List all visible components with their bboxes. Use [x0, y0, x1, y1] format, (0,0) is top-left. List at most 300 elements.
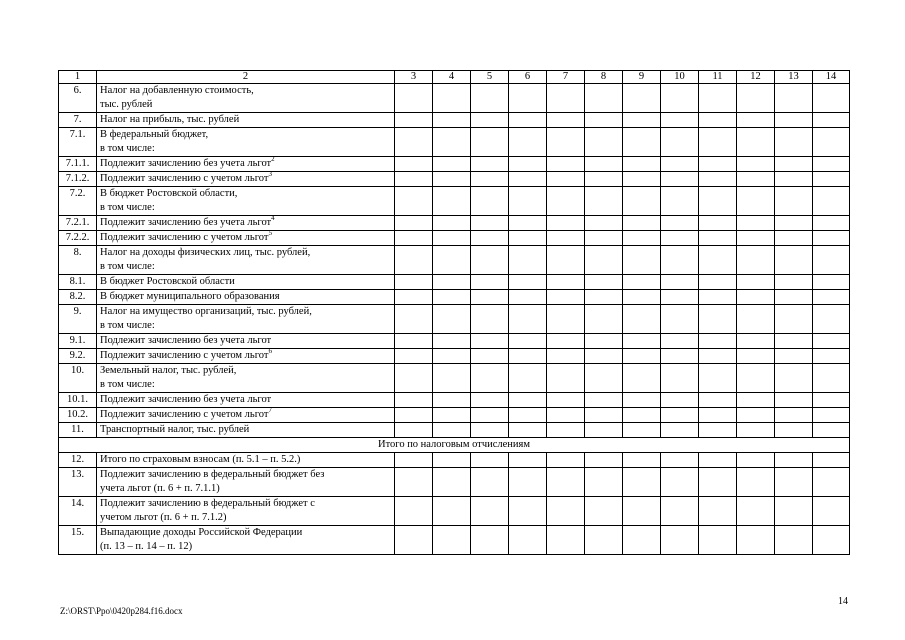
data-cell[interactable]: [395, 393, 433, 408]
data-cell[interactable]: [623, 334, 661, 349]
data-cell[interactable]: [661, 172, 699, 187]
data-cell[interactable]: [623, 497, 661, 526]
data-cell[interactable]: [547, 84, 585, 113]
data-cell[interactable]: [737, 408, 775, 423]
data-cell[interactable]: [813, 393, 850, 408]
data-cell[interactable]: [775, 157, 813, 172]
data-cell[interactable]: [585, 453, 623, 468]
data-cell[interactable]: [395, 290, 433, 305]
data-cell[interactable]: [395, 497, 433, 526]
data-cell[interactable]: [471, 334, 509, 349]
data-cell[interactable]: [813, 468, 850, 497]
data-cell[interactable]: [699, 290, 737, 305]
data-cell[interactable]: [737, 349, 775, 364]
data-cell[interactable]: [813, 290, 850, 305]
data-cell[interactable]: [509, 305, 547, 334]
data-cell[interactable]: [509, 408, 547, 423]
data-cell[interactable]: [547, 113, 585, 128]
data-cell[interactable]: [737, 275, 775, 290]
data-cell[interactable]: [775, 84, 813, 113]
data-cell[interactable]: [471, 157, 509, 172]
data-cell[interactable]: [509, 497, 547, 526]
data-cell[interactable]: [585, 246, 623, 275]
data-cell[interactable]: [699, 423, 737, 438]
row-label-text: Подлежит зачислению в федеральный бюджет с: [100, 498, 315, 509]
data-cell[interactable]: [509, 216, 547, 231]
data-cell[interactable]: [813, 216, 850, 231]
data-cell[interactable]: [395, 364, 433, 393]
data-cell[interactable]: [813, 423, 850, 438]
data-cell[interactable]: [585, 216, 623, 231]
data-cell[interactable]: [547, 364, 585, 393]
data-cell[interactable]: [699, 187, 737, 216]
data-cell[interactable]: [737, 172, 775, 187]
data-cell[interactable]: [509, 393, 547, 408]
data-cell[interactable]: [585, 157, 623, 172]
table-row: [59, 334, 850, 349]
data-cell[interactable]: [395, 305, 433, 334]
row-label-text: учета льгот (п. 6 + п. 7.1.1): [100, 483, 220, 494]
data-cell[interactable]: [775, 497, 813, 526]
data-cell[interactable]: [509, 113, 547, 128]
data-cell[interactable]: [395, 526, 433, 555]
data-cell[interactable]: [699, 526, 737, 555]
data-cell[interactable]: [775, 187, 813, 216]
row-number: 9.2.: [59, 349, 97, 364]
data-cell[interactable]: [813, 84, 850, 113]
data-cell[interactable]: [509, 187, 547, 216]
data-cell[interactable]: [699, 246, 737, 275]
row-label-line: [100, 113, 392, 127]
table-row: [59, 275, 850, 290]
data-cell[interactable]: [661, 231, 699, 246]
data-cell[interactable]: [623, 423, 661, 438]
data-cell[interactable]: [585, 408, 623, 423]
data-cell[interactable]: [395, 187, 433, 216]
data-cell[interactable]: [661, 275, 699, 290]
row-label-line: [100, 423, 392, 437]
row-label: [97, 84, 395, 113]
data-cell[interactable]: [395, 423, 433, 438]
table-row: [59, 216, 850, 231]
data-cell[interactable]: [395, 408, 433, 423]
data-cell[interactable]: [813, 349, 850, 364]
data-cell[interactable]: [471, 231, 509, 246]
row-number: 9.: [59, 305, 97, 334]
data-cell[interactable]: [433, 423, 471, 438]
data-cell[interactable]: [737, 334, 775, 349]
data-cell[interactable]: [585, 334, 623, 349]
data-cell[interactable]: [547, 157, 585, 172]
row-label-line: [100, 319, 392, 333]
data-cell[interactable]: [737, 231, 775, 246]
data-cell[interactable]: [585, 128, 623, 157]
data-cell[interactable]: [737, 128, 775, 157]
data-cell[interactable]: [585, 364, 623, 393]
data-cell[interactable]: [813, 187, 850, 216]
data-cell[interactable]: [661, 246, 699, 275]
data-cell[interactable]: [737, 157, 775, 172]
data-cell[interactable]: [623, 246, 661, 275]
data-cell[interactable]: [395, 349, 433, 364]
data-cell[interactable]: [471, 172, 509, 187]
data-cell[interactable]: [547, 305, 585, 334]
data-cell[interactable]: [547, 216, 585, 231]
data-cell[interactable]: [509, 275, 547, 290]
data-cell[interactable]: [509, 128, 547, 157]
data-cell[interactable]: [737, 393, 775, 408]
data-cell[interactable]: [699, 408, 737, 423]
data-cell[interactable]: [509, 290, 547, 305]
data-cell[interactable]: [547, 497, 585, 526]
data-cell[interactable]: [813, 453, 850, 468]
data-cell[interactable]: [471, 393, 509, 408]
data-cell[interactable]: [433, 275, 471, 290]
data-cell[interactable]: [585, 393, 623, 408]
data-cell[interactable]: [433, 187, 471, 216]
row-label: [97, 334, 395, 349]
data-cell[interactable]: [547, 231, 585, 246]
data-cell[interactable]: [661, 526, 699, 555]
data-cell[interactable]: [661, 216, 699, 231]
row-number: 12.: [59, 453, 97, 468]
data-cell[interactable]: [471, 453, 509, 468]
data-cell[interactable]: [509, 453, 547, 468]
data-cell[interactable]: [395, 84, 433, 113]
data-cell[interactable]: [509, 468, 547, 497]
data-cell[interactable]: [433, 334, 471, 349]
data-cell[interactable]: [471, 526, 509, 555]
data-cell[interactable]: [433, 84, 471, 113]
data-cell[interactable]: [433, 408, 471, 423]
data-cell[interactable]: [623, 128, 661, 157]
data-cell[interactable]: [585, 526, 623, 555]
row-label-line: [100, 157, 392, 171]
data-cell[interactable]: [813, 275, 850, 290]
column-number: 11: [699, 71, 737, 84]
data-cell[interactable]: [395, 113, 433, 128]
data-cell[interactable]: [509, 172, 547, 187]
data-cell[interactable]: [395, 334, 433, 349]
data-cell[interactable]: [395, 275, 433, 290]
data-cell[interactable]: [661, 408, 699, 423]
data-cell[interactable]: [813, 172, 850, 187]
data-cell[interactable]: [547, 128, 585, 157]
data-cell[interactable]: [585, 113, 623, 128]
data-cell[interactable]: [509, 246, 547, 275]
data-cell[interactable]: [395, 468, 433, 497]
row-label: [97, 408, 395, 423]
row-label: [97, 393, 395, 408]
data-cell[interactable]: [775, 408, 813, 423]
data-cell[interactable]: [737, 290, 775, 305]
data-cell[interactable]: [433, 157, 471, 172]
data-cell[interactable]: [699, 216, 737, 231]
data-cell[interactable]: [813, 408, 850, 423]
data-cell[interactable]: [813, 497, 850, 526]
data-cell[interactable]: [623, 172, 661, 187]
data-cell[interactable]: [661, 290, 699, 305]
data-cell[interactable]: [547, 393, 585, 408]
data-cell[interactable]: [775, 246, 813, 275]
data-cell[interactable]: [471, 275, 509, 290]
data-cell[interactable]: [471, 113, 509, 128]
data-cell[interactable]: [737, 423, 775, 438]
data-cell[interactable]: [661, 113, 699, 128]
data-cell[interactable]: [775, 128, 813, 157]
data-cell[interactable]: [509, 423, 547, 438]
data-cell[interactable]: [661, 84, 699, 113]
data-cell[interactable]: [775, 275, 813, 290]
data-cell[interactable]: [699, 468, 737, 497]
row-number: 7.1.2.: [59, 172, 97, 187]
data-cell[interactable]: [509, 84, 547, 113]
data-cell[interactable]: [585, 305, 623, 334]
data-cell[interactable]: [433, 216, 471, 231]
data-cell[interactable]: [813, 231, 850, 246]
column-number-row: [59, 71, 850, 84]
data-cell[interactable]: [433, 468, 471, 497]
data-cell[interactable]: [813, 305, 850, 334]
data-cell[interactable]: [471, 187, 509, 216]
data-cell[interactable]: [471, 468, 509, 497]
data-cell[interactable]: [395, 453, 433, 468]
row-label-text: В бюджет Ростовской области: [100, 276, 235, 287]
data-cell[interactable]: [661, 393, 699, 408]
data-cell[interactable]: [623, 408, 661, 423]
data-cell[interactable]: [471, 364, 509, 393]
data-cell[interactable]: [699, 497, 737, 526]
data-cell[interactable]: [623, 393, 661, 408]
data-cell[interactable]: [699, 364, 737, 393]
data-cell[interactable]: [813, 334, 850, 349]
data-cell[interactable]: [585, 172, 623, 187]
data-cell[interactable]: [395, 231, 433, 246]
data-cell[interactable]: [737, 216, 775, 231]
data-cell[interactable]: [509, 334, 547, 349]
data-cell[interactable]: [661, 128, 699, 157]
data-cell[interactable]: [775, 113, 813, 128]
row-label-text: Подлежит зачислению с учетом льгот: [100, 232, 269, 243]
data-cell[interactable]: [699, 231, 737, 246]
data-cell[interactable]: [699, 453, 737, 468]
data-cell[interactable]: [737, 113, 775, 128]
data-cell[interactable]: [775, 290, 813, 305]
data-cell[interactable]: [433, 231, 471, 246]
row-label-line: [100, 453, 392, 467]
data-cell[interactable]: [661, 187, 699, 216]
data-cell[interactable]: [813, 526, 850, 555]
data-cell[interactable]: [585, 231, 623, 246]
row-number: 7.1.: [59, 128, 97, 157]
data-cell[interactable]: [433, 364, 471, 393]
data-cell[interactable]: [737, 526, 775, 555]
data-cell[interactable]: [547, 349, 585, 364]
data-cell[interactable]: [813, 364, 850, 393]
data-cell[interactable]: [471, 290, 509, 305]
data-cell[interactable]: [623, 187, 661, 216]
data-cell[interactable]: [585, 187, 623, 216]
data-cell[interactable]: [547, 172, 585, 187]
data-cell[interactable]: [547, 526, 585, 555]
data-cell[interactable]: [547, 468, 585, 497]
data-cell[interactable]: [661, 334, 699, 349]
data-cell[interactable]: [661, 423, 699, 438]
data-cell[interactable]: [585, 349, 623, 364]
data-cell[interactable]: [509, 526, 547, 555]
row-number: 11.: [59, 423, 97, 438]
row-label-text: Налог на прибыль, тыс. рублей: [100, 114, 240, 125]
data-cell[interactable]: [547, 290, 585, 305]
data-cell[interactable]: [585, 290, 623, 305]
data-cell[interactable]: [699, 172, 737, 187]
data-cell[interactable]: [471, 349, 509, 364]
row-label-line: [100, 98, 392, 112]
data-cell[interactable]: [433, 172, 471, 187]
data-cell[interactable]: [623, 275, 661, 290]
data-cell[interactable]: [623, 157, 661, 172]
data-cell[interactable]: [661, 497, 699, 526]
data-cell[interactable]: [775, 423, 813, 438]
data-cell[interactable]: [775, 526, 813, 555]
data-cell[interactable]: [737, 305, 775, 334]
data-cell[interactable]: [547, 246, 585, 275]
data-cell[interactable]: [623, 468, 661, 497]
table-row: [59, 172, 850, 187]
data-cell[interactable]: [547, 275, 585, 290]
data-cell[interactable]: [775, 172, 813, 187]
data-cell[interactable]: [433, 349, 471, 364]
footnote-marker: 7: [268, 407, 272, 414]
data-cell[interactable]: [433, 113, 471, 128]
data-cell[interactable]: [699, 275, 737, 290]
footnote-marker: 5: [268, 230, 272, 237]
data-cell[interactable]: [547, 453, 585, 468]
data-cell[interactable]: [433, 497, 471, 526]
data-cell[interactable]: [471, 246, 509, 275]
data-cell[interactable]: [699, 128, 737, 157]
data-cell[interactable]: [471, 128, 509, 157]
data-cell[interactable]: [395, 216, 433, 231]
data-cell[interactable]: [433, 393, 471, 408]
data-cell[interactable]: [775, 231, 813, 246]
data-cell[interactable]: [585, 423, 623, 438]
data-cell[interactable]: [395, 172, 433, 187]
row-label: [97, 349, 395, 364]
column-number: 13: [775, 71, 813, 84]
data-cell[interactable]: [813, 128, 850, 157]
data-cell[interactable]: [661, 468, 699, 497]
data-cell[interactable]: [623, 526, 661, 555]
data-cell[interactable]: [623, 84, 661, 113]
data-cell[interactable]: [661, 364, 699, 393]
data-cell[interactable]: [509, 364, 547, 393]
column-number: 5: [471, 71, 509, 84]
data-cell[interactable]: [395, 157, 433, 172]
data-cell[interactable]: [623, 216, 661, 231]
data-cell[interactable]: [395, 128, 433, 157]
data-cell[interactable]: [623, 364, 661, 393]
data-cell[interactable]: [433, 128, 471, 157]
data-cell[interactable]: [699, 305, 737, 334]
data-cell[interactable]: [623, 231, 661, 246]
data-cell[interactable]: [471, 84, 509, 113]
data-cell[interactable]: [585, 84, 623, 113]
data-cell[interactable]: [433, 526, 471, 555]
data-cell[interactable]: [547, 423, 585, 438]
data-cell[interactable]: [585, 275, 623, 290]
data-cell[interactable]: [775, 468, 813, 497]
data-cell[interactable]: [737, 246, 775, 275]
data-cell[interactable]: [813, 157, 850, 172]
data-cell[interactable]: [775, 216, 813, 231]
data-cell[interactable]: [623, 453, 661, 468]
data-cell[interactable]: [775, 364, 813, 393]
data-cell[interactable]: [699, 113, 737, 128]
data-cell[interactable]: [623, 349, 661, 364]
data-cell[interactable]: [471, 216, 509, 231]
data-cell[interactable]: [775, 305, 813, 334]
data-cell[interactable]: [661, 157, 699, 172]
data-cell[interactable]: [699, 157, 737, 172]
data-cell[interactable]: [661, 349, 699, 364]
data-cell[interactable]: [509, 157, 547, 172]
data-cell[interactable]: [509, 231, 547, 246]
data-cell[interactable]: [661, 305, 699, 334]
data-cell[interactable]: [775, 453, 813, 468]
data-cell[interactable]: [737, 187, 775, 216]
data-cell[interactable]: [509, 349, 547, 364]
data-cell[interactable]: [813, 246, 850, 275]
data-cell[interactable]: [471, 305, 509, 334]
data-cell[interactable]: [471, 497, 509, 526]
data-cell[interactable]: [699, 349, 737, 364]
section-row: [59, 438, 850, 453]
data-cell[interactable]: [737, 453, 775, 468]
data-cell[interactable]: [775, 349, 813, 364]
data-cell[interactable]: [623, 305, 661, 334]
data-cell[interactable]: [395, 246, 433, 275]
data-cell[interactable]: [471, 408, 509, 423]
data-cell[interactable]: [775, 393, 813, 408]
data-cell[interactable]: [775, 334, 813, 349]
row-number: 13.: [59, 468, 97, 497]
column-number: 7: [547, 71, 585, 84]
data-cell[interactable]: [737, 468, 775, 497]
data-cell[interactable]: [737, 497, 775, 526]
data-cell[interactable]: [547, 334, 585, 349]
data-cell[interactable]: [585, 497, 623, 526]
data-cell[interactable]: [661, 453, 699, 468]
data-cell[interactable]: [623, 113, 661, 128]
data-cell[interactable]: [699, 393, 737, 408]
data-cell[interactable]: [813, 113, 850, 128]
data-cell[interactable]: [433, 290, 471, 305]
data-cell[interactable]: [547, 187, 585, 216]
data-cell[interactable]: [433, 246, 471, 275]
data-cell[interactable]: [433, 453, 471, 468]
data-cell[interactable]: [699, 84, 737, 113]
data-cell[interactable]: [585, 468, 623, 497]
data-cell[interactable]: [547, 408, 585, 423]
data-cell[interactable]: [737, 84, 775, 113]
table-row: [59, 423, 850, 438]
data-cell[interactable]: [737, 364, 775, 393]
data-cell[interactable]: [623, 290, 661, 305]
data-cell[interactable]: [471, 423, 509, 438]
data-cell[interactable]: [433, 305, 471, 334]
data-cell[interactable]: [699, 334, 737, 349]
